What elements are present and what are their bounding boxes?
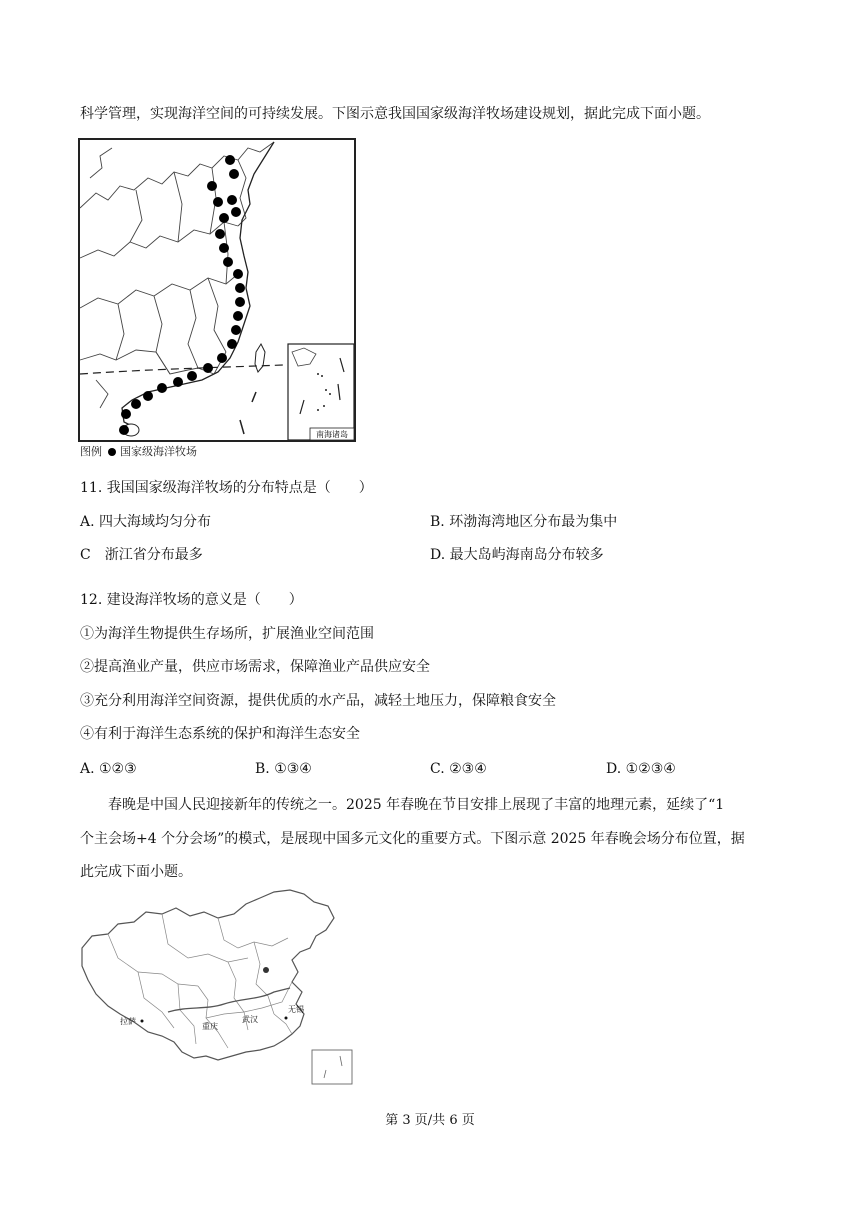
city-chongqing: 重庆 [202, 1022, 218, 1031]
city-wuhan: 武汉 [242, 1015, 258, 1024]
spring-gala-map [78, 888, 356, 1088]
inset-label: 南海诸岛 [316, 430, 348, 439]
legend-dot-icon [108, 448, 116, 456]
q12-option-d: D. ①②③④ [606, 761, 676, 777]
q11-stem: 11. 我国国家级海洋牧场的分布特点是（ ） [80, 480, 373, 496]
q11-option-d: D. 最大岛屿海南岛分布较多 [430, 547, 604, 563]
legend-prefix: 图例 [80, 445, 102, 458]
q11-option-b: B. 环渤海湾地区分布最为集中 [430, 514, 618, 530]
q11-option-c: C 浙江省分布最多 [80, 547, 203, 563]
page-footer: 第 3 页/共 6 页 [385, 1113, 475, 1128]
q12-item-2: ②提高渔业产量，供应市场需求，保障渔业产品供应安全 [80, 659, 430, 675]
q12-option-c: C. ②③④ [430, 761, 487, 777]
passage2-line2: 个主会场+4 个分会场”的模式，是展现中国多元文化的重要方式。下图示意 2025 年春晚会场分布位置，据 [80, 831, 745, 847]
passage2-line3: 此完成下面小题。 [80, 864, 192, 880]
q12-option-a: A. ①②③ [80, 761, 137, 777]
city-wuxi: 无锡 [288, 1005, 304, 1014]
q12-item-4: ④有利于海洋生态系统的保护和海洋生态安全 [80, 726, 360, 742]
marine-ranch-map [78, 138, 356, 442]
q12-option-b: B. ①③④ [255, 761, 312, 777]
legend-label: 国家级海洋牧场 [120, 445, 197, 458]
intro-text: 科学管理，实现海洋空间的可持续发展。下图示意我国国家级海洋牧场建设规划，据此完成下面小题。 [80, 106, 710, 122]
map-legend [80, 445, 197, 459]
passage2-line1: 春晚是中国人民迎接新年的传统之一。2025 年春晚在节目安排上展现了丰富的地理元素，延续了“1 [108, 797, 725, 813]
q12-item-1: ①为海洋生物提供生存场所，扩展渔业空间范围 [80, 626, 374, 642]
q12-stem: 12. 建设海洋牧场的意义是（ ） [80, 592, 303, 608]
q12-item-3: ③充分利用海洋空间资源，提供优质的水产品，减轻土地压力，保障粮食安全 [80, 693, 556, 709]
q11-option-a: A. 四大海域均匀分布 [80, 514, 212, 530]
city-lasa: 拉萨 [120, 1017, 136, 1026]
